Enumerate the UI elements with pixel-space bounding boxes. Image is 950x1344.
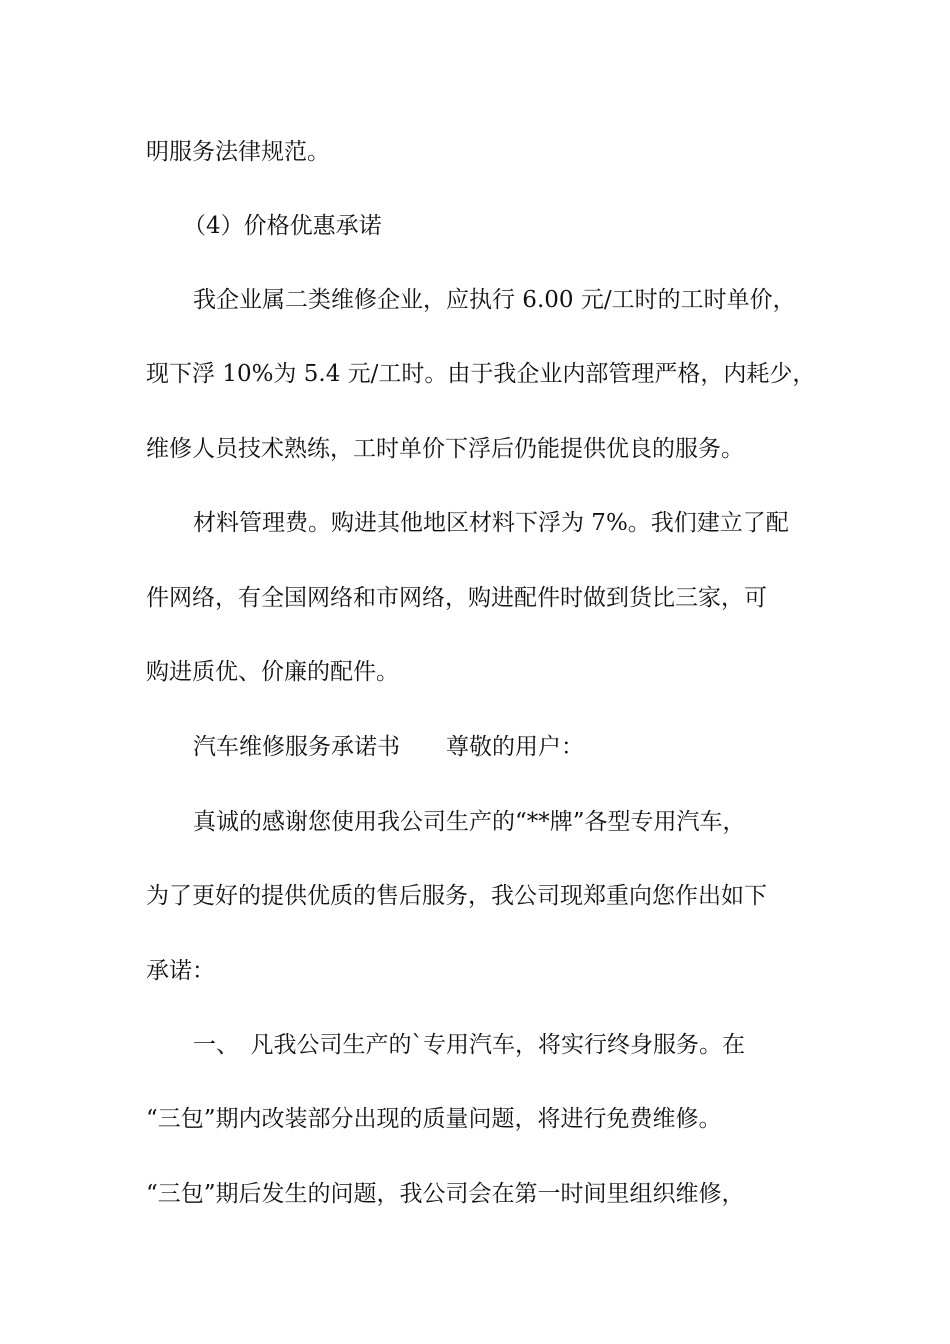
paragraph-line: 件网络，有全国网络和市网络，购进配件时做到货比三家，可 [146, 585, 767, 611]
paragraph-line: 我企业属二类维修企业，应执行 6.00 元/工时的工时单价， [193, 287, 796, 313]
paragraph-line: “三包”期后发生的问题，我公司会在第一时间里组织维修， [146, 1181, 745, 1207]
paragraph-line: 承诺： [146, 958, 215, 984]
document-title-line: 汽车维修服务承诺书 尊敬的用户： [193, 734, 584, 760]
paragraph-line: “三包”期内改装部分出现的质量问题，将进行免费维修。 [146, 1106, 722, 1132]
paragraph-line: 购进质优、价廉的配件。 [146, 659, 399, 685]
paragraph-line: 明服务法律规范。 [146, 139, 330, 165]
paragraph-line: 材料管理费。购进其他地区材料下浮为 7%。我们建立了配 [193, 510, 789, 536]
paragraph-line: 现下浮 10%为 5.4 元/工时。由于我企业内部管理严格，内耗少， [146, 361, 816, 387]
numbered-item-line: 一、 凡我公司生产的`专用汽车，将实行终身服务。在 [193, 1032, 745, 1058]
paragraph-line: 真诚的感谢您使用我公司生产的“**牌”各型专用汽车， [193, 809, 746, 835]
paragraph-line: 维修人员技术熟练，工时单价下浮后仍能提供优良的服务。 [146, 436, 744, 462]
section-heading: （4）价格优惠承诺 [183, 213, 382, 239]
paragraph-line: 为了更好的提供优质的售后服务，我公司现郑重向您作出如下 [146, 883, 767, 909]
